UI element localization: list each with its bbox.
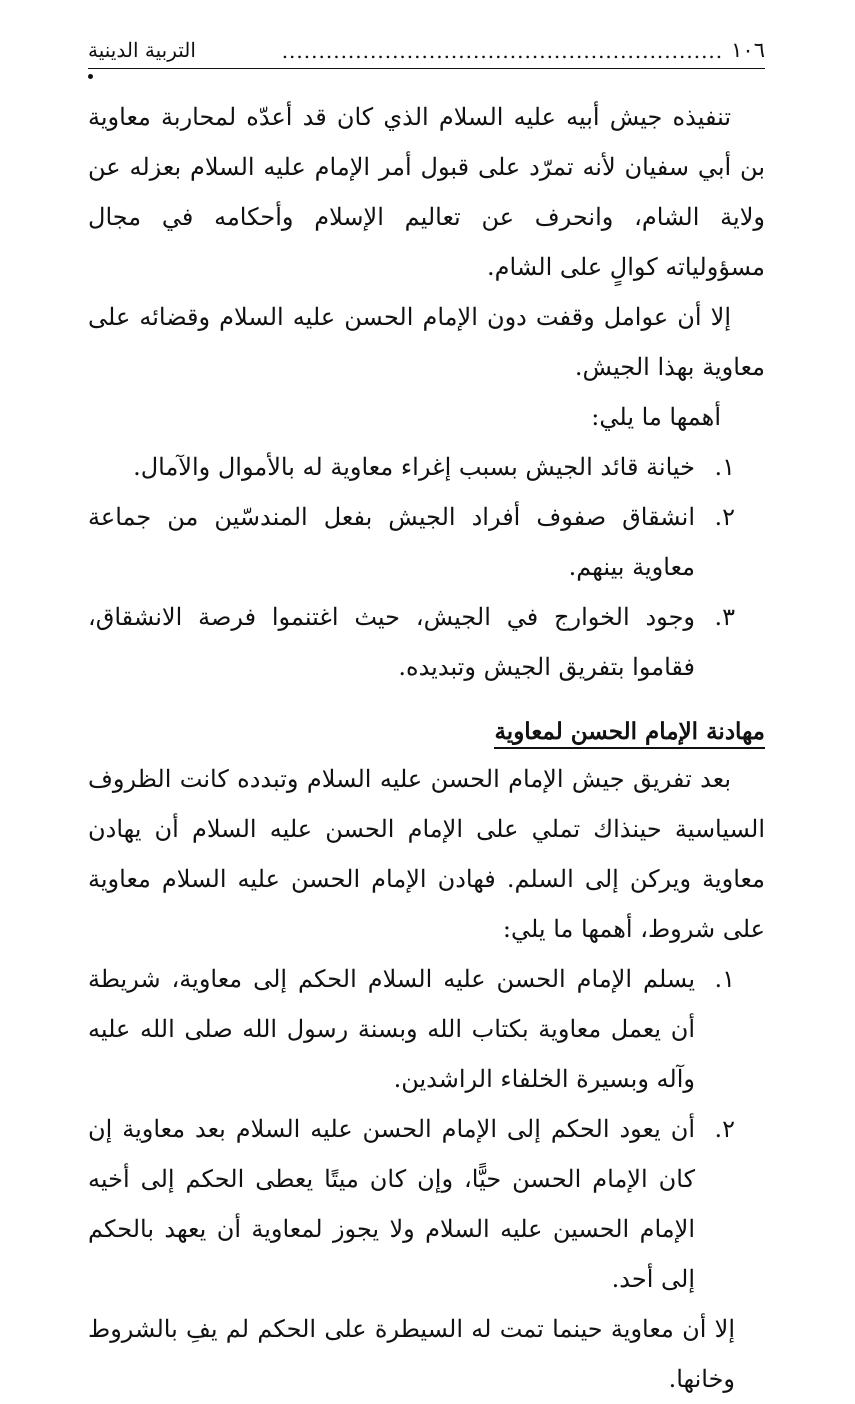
list-item-number: ١. [714,453,735,481]
list-item-text: خيانة قائد الجيش بسبب إغراء معاوية له بالأموال والآمال. [133,453,695,481]
list-item [88,1104,765,1304]
list-item-text: يسلم الإمام الحسن عليه السلام الحكم إلى معاوية، شريطة أن يعمل معاوية بكتاب الله وبسنة رسول الله صلى الله عليه وآله وبسيرة الخلفاء الراشدين. [88,965,695,1093]
paragraph-closing: إلا أن معاوية حينما تمت له السيطرة على الحكم لم يفِ بالشروط وخانها. [88,1315,735,1393]
list-item [88,592,765,692]
list-item-number: ٢. [714,503,735,531]
list-item-text: وجود الخوارج في الجيش، حيث اغتنموا فرصة الانشقاق، فقاموا بتفريق الجيش وتبديده. [88,603,695,681]
paragraph-army-preparation: تنفيذه جيش أبيه عليه السلام الذي كان قد أعدّه لمحاربة معاوية بن أبي سفيان لأنه تمرّد على قبول أمر الإمام عليه السلام بعزله عن ولاية الشام، وانحرف عن تعاليم الإسلام وأحكامه في مجال مسؤولياته كوالٍ على الشام. [88,103,765,281]
section-heading-text: مهادنة الإمام الحسن لمعاوية [494,718,765,749]
list-item-text: أن يعود الحكم إلى الإمام الحسن عليه السلام بعد معاوية إن كان الإمام الحسن حيًّا، وإن كان ميتًا يعطى الحكم إلى أخيه الإمام الحسين عليه السلام ولا يجوز لمعاوية أن يعهد بالحكم إلى أحد. [88,1115,695,1293]
paragraph-truce-intro: بعد تفريق جيش الإمام الحسن عليه السلام وتبدده كانت الظروف السياسية حينذاك تملي على الإمام الحسن عليه السلام أن يهادن معاوية ويركن إلى السلم. فهادن الإمام الحسن عليه السلام معاوية على شروط، أهمها ما يلي: [88,765,765,943]
header-leader-dots: ............................................................ [281,39,724,62]
book-title: التربية الدينية [88,38,196,62]
factors-list [88,442,765,692]
page-number: ١٠٦ [731,38,765,62]
list-item [88,954,765,1104]
list-item-number: ١. [714,965,735,993]
running-header [88,32,765,69]
list-item [88,492,765,592]
section-heading [88,710,765,754]
header-dot-mark [88,74,93,79]
list-item [88,442,765,492]
paragraph-obstacles: إلا أن عوامل وقفت دون الإمام الحسن عليه السلام وقضائه على معاوية بهذا الجيش. [88,303,765,381]
list-item-number: ٢. [714,1115,735,1143]
page-body [88,92,765,1404]
list-item-text: انشقاق صفوف أفراد الجيش بفعل المندسّين من جماعة معاوية بينهم. [88,503,695,581]
conditions-list [88,954,765,1304]
list-item-number: ٣. [714,603,735,631]
paragraph-list-intro: أهمها ما يلي: [591,403,721,431]
